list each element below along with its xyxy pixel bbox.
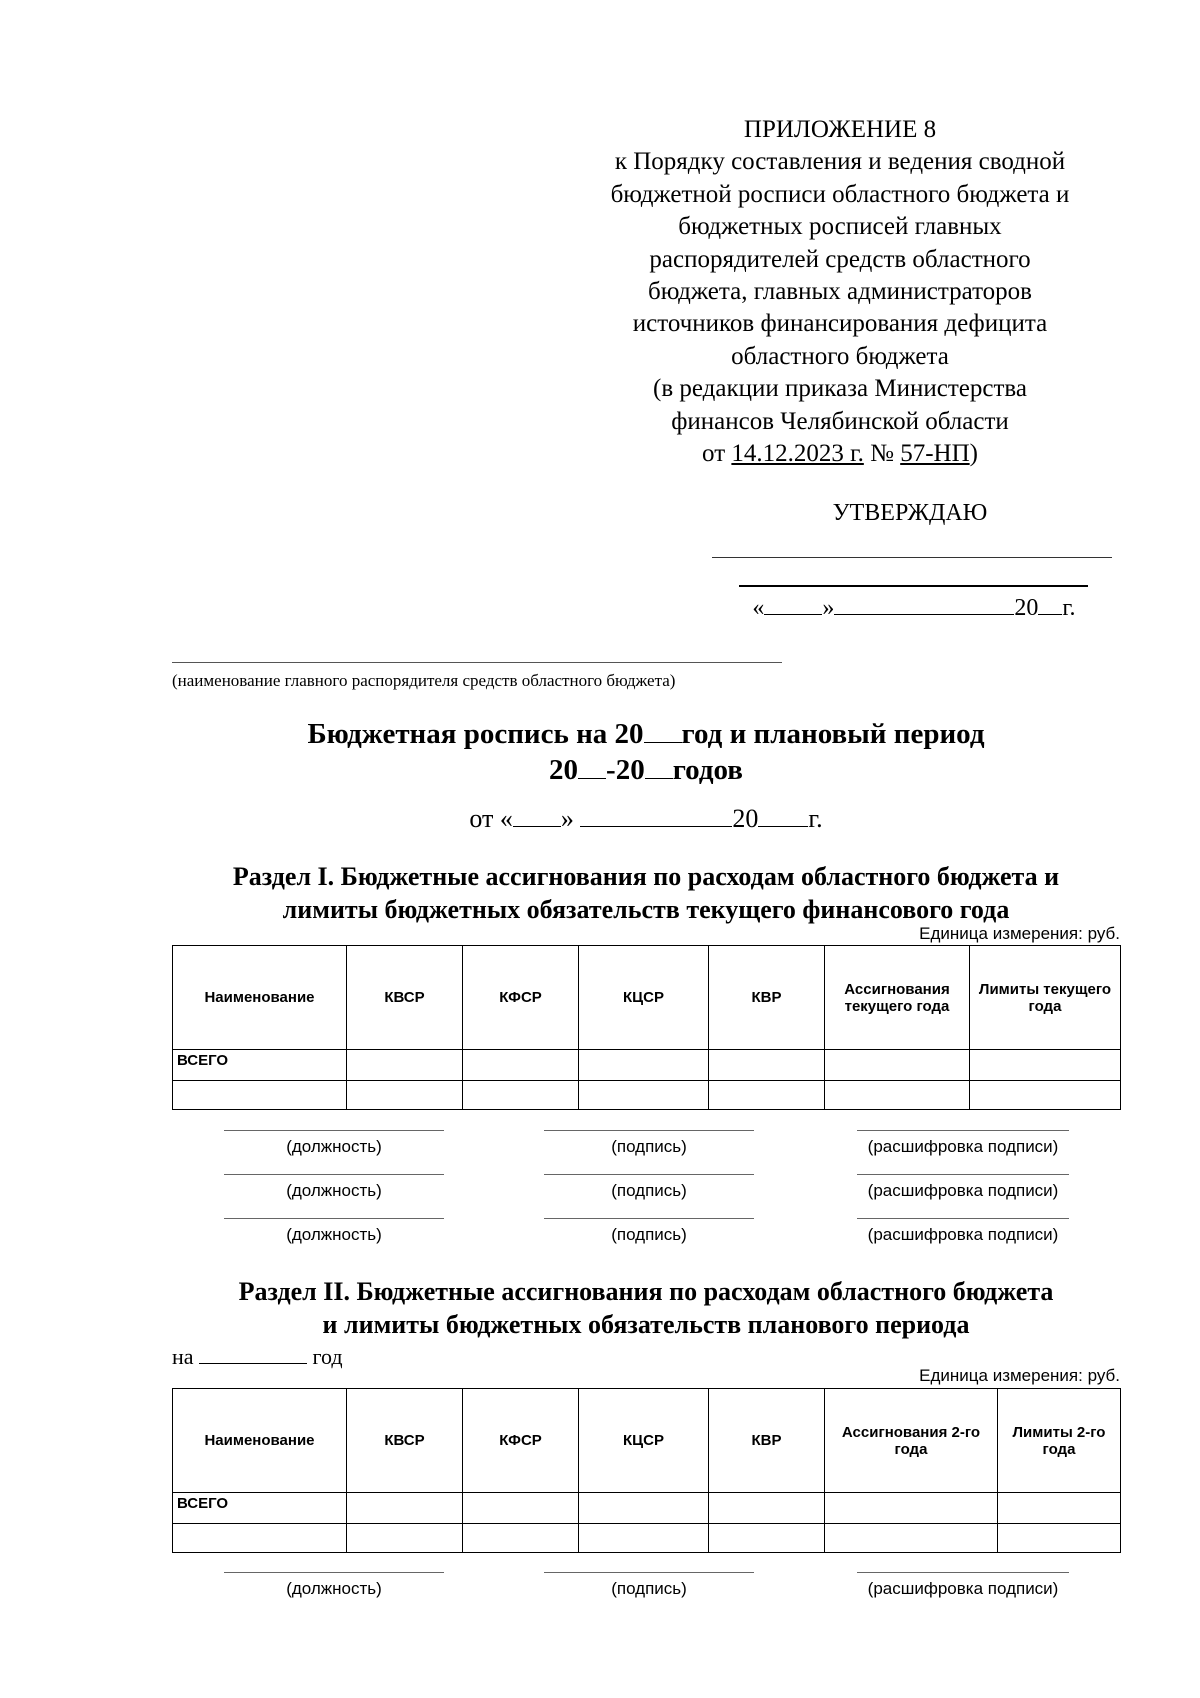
year-blank[interactable]	[199, 1345, 307, 1364]
total-label: ВСЕГО	[173, 1050, 347, 1081]
appendix-line: ПРИЛОЖЕНИЕ 8	[743, 116, 937, 143]
header-name: Наименование	[173, 1389, 347, 1493]
header-name: Наименование	[173, 946, 347, 1050]
section1-title	[172, 860, 1120, 926]
appendix-line: бюджетной росписи областного бюджета и	[610, 180, 1070, 208]
document-date	[172, 804, 1120, 834]
day-blank	[513, 804, 561, 827]
year-blank	[645, 754, 673, 779]
table-cell[interactable]	[173, 1081, 347, 1110]
table-cell[interactable]	[825, 1050, 970, 1081]
table-cell[interactable]	[579, 1081, 709, 1110]
header-kvr: КВР	[709, 1389, 825, 1493]
table-cell[interactable]	[825, 1524, 998, 1553]
table-cell[interactable]	[709, 1081, 825, 1110]
section2-title	[172, 1275, 1120, 1341]
order-date-link[interactable]: 14.12.2023 г.	[731, 440, 864, 468]
section-title-line: Раздел I. Бюджетные ассигнования по расходам областного бюджета и	[232, 862, 1060, 891]
signature-row	[172, 1572, 1120, 1612]
appendix-line: к Порядку составления и ведения сводной	[614, 148, 1066, 176]
title-text: год и плановый период	[681, 718, 985, 750]
section2-table	[172, 1388, 1121, 1553]
table-cell[interactable]	[347, 1050, 463, 1081]
appendix-order-prefix: от	[702, 440, 732, 468]
appendix-line: финансов Челябинской области	[671, 407, 1009, 435]
main-title	[172, 716, 1120, 788]
appendix-line: источников финансирования дефицита	[632, 310, 1048, 338]
year-prefix: на	[172, 1344, 200, 1369]
year-suffix: г.	[1062, 595, 1076, 621]
header-allocations: Ассигнования 2-го года	[825, 1389, 998, 1493]
header-kvsr: КВСР	[347, 1389, 463, 1493]
header-kvsr: КВСР	[347, 946, 463, 1050]
table-row-total	[173, 1050, 1121, 1081]
main-title-line1	[172, 716, 1120, 752]
organization-name-line	[172, 662, 782, 663]
header-kfsr: КФСР	[463, 1389, 579, 1493]
position-caption: (должность)	[286, 1181, 382, 1200]
section1-unit: Единица измерения: руб.	[919, 924, 1120, 943]
total-label: ВСЕГО	[173, 1493, 347, 1524]
appendix-line: бюджета, главных администраторов	[648, 278, 1032, 306]
table-cell[interactable]	[970, 1081, 1121, 1110]
decoding-caption: (расшифровка подписи)	[867, 1225, 1059, 1244]
appendix-line: областного бюджета	[731, 342, 949, 370]
position-field[interactable]	[224, 1572, 444, 1599]
year-prefix: 20	[732, 804, 759, 833]
year-blank	[758, 804, 808, 827]
year-blank	[578, 754, 606, 779]
position-caption: (должность)	[286, 1137, 382, 1156]
table-cell[interactable]	[347, 1081, 463, 1110]
decoding-caption: (расшифровка подписи)	[867, 1579, 1059, 1598]
section-title-line: и лимиты бюджетных обязательств планового периода	[322, 1310, 970, 1339]
month-blank	[834, 592, 1014, 615]
table-cell[interactable]	[970, 1050, 1121, 1081]
year-blank	[1038, 592, 1062, 615]
table-cell[interactable]	[709, 1524, 825, 1553]
header-allocations: Ассигнования текущего года	[825, 946, 970, 1050]
position-caption: (должность)	[286, 1579, 382, 1598]
table-cell[interactable]	[463, 1081, 579, 1110]
appendix-header	[570, 114, 1110, 470]
table-cell[interactable]	[998, 1493, 1121, 1524]
header-kcsr: КЦСР	[579, 946, 709, 1050]
appendix-line: (в редакции приказа Министерства	[653, 375, 1027, 403]
decoding-caption: (расшифровка подписи)	[867, 1137, 1059, 1156]
decoding-field[interactable]	[857, 1174, 1069, 1201]
signature-field[interactable]	[544, 1572, 754, 1599]
table-cell[interactable]	[825, 1081, 970, 1110]
position-field[interactable]	[224, 1130, 444, 1157]
appendix-order-suffix: )	[969, 440, 978, 468]
signature-field[interactable]	[544, 1130, 754, 1157]
table-row	[173, 1524, 1121, 1553]
section-title-line: Раздел II. Бюджетные ассигнования по расходам областного бюджета	[238, 1277, 1054, 1306]
signature-caption: (подпись)	[611, 1579, 687, 1598]
signature-field[interactable]	[544, 1174, 754, 1201]
table-cell[interactable]	[463, 1050, 579, 1081]
table-cell[interactable]	[579, 1493, 709, 1524]
header-kcsr: КЦСР	[579, 1389, 709, 1493]
table-cell[interactable]	[825, 1493, 998, 1524]
title-text: годов	[672, 754, 743, 786]
table-cell[interactable]	[347, 1493, 463, 1524]
approver-name-line	[739, 585, 1088, 587]
order-number-link[interactable]: 57-НП	[900, 440, 970, 468]
section1-table	[172, 945, 1121, 1110]
appendix-order-line	[570, 438, 1110, 470]
header-limits: Лимиты текущего года	[970, 946, 1121, 1050]
header-kfsr: КФСР	[463, 946, 579, 1050]
signature-caption: (подпись)	[611, 1225, 687, 1244]
day-blank	[764, 592, 822, 615]
position-caption: (должность)	[286, 1225, 382, 1244]
date-open-quote: «	[752, 595, 765, 621]
decoding-field[interactable]	[857, 1218, 1069, 1245]
signature-field[interactable]	[544, 1218, 754, 1245]
appendix-line: бюджетных росписей главных	[678, 213, 1002, 241]
table-cell[interactable]	[463, 1524, 579, 1553]
table-cell[interactable]	[709, 1493, 825, 1524]
table-cell[interactable]	[173, 1524, 347, 1553]
table-cell[interactable]	[579, 1050, 709, 1081]
appendix-line: распорядителей средств областного	[649, 245, 1031, 273]
header-kvr: КВР	[709, 946, 825, 1050]
year-suffix: г.	[808, 804, 823, 833]
table-cell[interactable]	[463, 1493, 579, 1524]
year-suffix: год	[307, 1344, 343, 1369]
year-blank	[644, 718, 682, 743]
table-row-total	[173, 1493, 1121, 1524]
signature-row	[172, 1218, 1120, 1258]
month-blank	[580, 804, 732, 827]
decoding-field[interactable]	[857, 1572, 1069, 1599]
title-text: -20	[606, 754, 645, 786]
date-close-quote: »	[822, 595, 835, 621]
approve-label: УТВЕРЖДАЮ	[832, 500, 988, 526]
approve-date	[744, 592, 1084, 622]
position-field[interactable]	[224, 1174, 444, 1201]
date-close-quote: »	[560, 804, 581, 833]
position-field[interactable]	[224, 1218, 444, 1245]
title-text: Бюджетная роспись на 20	[307, 718, 644, 750]
table-row	[173, 1081, 1121, 1110]
section2-unit: Единица измерения: руб.	[919, 1366, 1120, 1385]
date-prefix: от «	[469, 804, 513, 833]
signature-caption: (подпись)	[611, 1181, 687, 1200]
number-sign: №	[863, 440, 901, 468]
organization-caption: (наименование главного распорядителя средств областного бюджета)	[172, 671, 676, 690]
title-text: 20	[549, 754, 579, 786]
header-limits: Лимиты 2-го года	[998, 1389, 1121, 1493]
table-cell[interactable]	[347, 1524, 463, 1553]
signature-row	[172, 1130, 1120, 1170]
main-title-line2	[172, 752, 1120, 788]
table-cell[interactable]	[709, 1050, 825, 1081]
table-cell[interactable]	[998, 1524, 1121, 1553]
approver-position-line	[712, 557, 1112, 558]
table-header-row	[173, 1389, 1121, 1493]
decoding-field[interactable]	[857, 1130, 1069, 1157]
decoding-caption: (расшифровка подписи)	[867, 1181, 1059, 1200]
signature-caption: (подпись)	[611, 1137, 687, 1156]
section-title-line: лимиты бюджетных обязательств текущего финансового года	[282, 895, 1010, 924]
table-header-row	[173, 946, 1121, 1050]
year-prefix: 20	[1014, 595, 1039, 621]
table-cell[interactable]	[579, 1524, 709, 1553]
signature-row	[172, 1174, 1120, 1214]
section2-year	[172, 1344, 343, 1370]
